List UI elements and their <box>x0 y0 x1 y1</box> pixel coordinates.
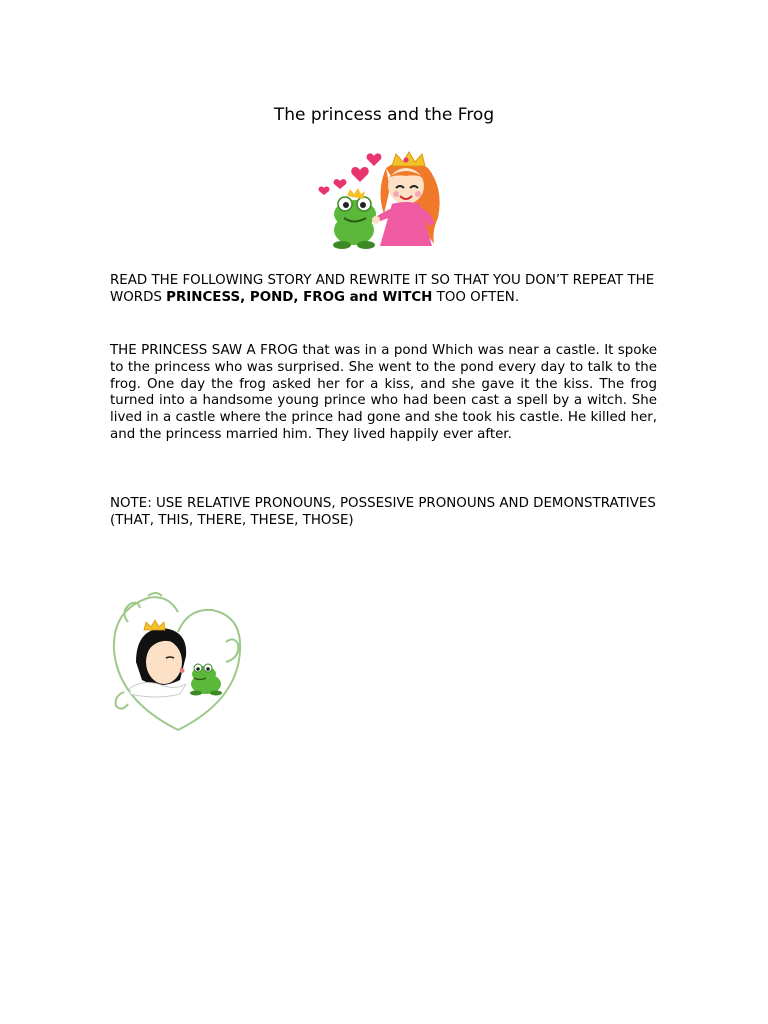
hearts-icon <box>319 153 382 195</box>
frog-icon <box>190 664 222 696</box>
note-paragraph: NOTE: USE RELATIVE PRONOUNS, POSSESIVE PRONOUNS AND DEMONSTRATIVES (THAT, THIS, THERE, THESE, THOSE) <box>110 496 656 528</box>
instructions-text-end: TOO OFTEN. <box>432 289 520 305</box>
princess-and-frog-illustration <box>312 148 458 250</box>
frog-icon <box>333 188 376 249</box>
prince-kissing-frog-illustration <box>108 592 248 734</box>
story-paragraph: THE PRINCESS SAW A FROG that was in a pond Which was near a castle. It spoke to the princess who was surprised. She went to the pond every day to talk to the frog. One day the frog asked her for a kiss, and she gave it the kiss. The frog turned into a handsome young prince who had been cast a spell by a witch. She lived in a castle where the prince had gone and she took his castle. He killed her, and the princess married him. They lived happily ever after. <box>110 343 657 442</box>
instructions-paragraph <box>110 273 657 307</box>
instructions-bold-words: PRINCESS, POND, FROG and WITCH <box>166 289 433 305</box>
princess-icon <box>372 152 440 246</box>
page-title: The princess and the Frog <box>273 105 495 125</box>
instructions-text-start: READ THE FOLLOWING STORY AND REWRITE IT SO THAT YOU DON’T REPEAT THE WORDS <box>110 273 655 305</box>
